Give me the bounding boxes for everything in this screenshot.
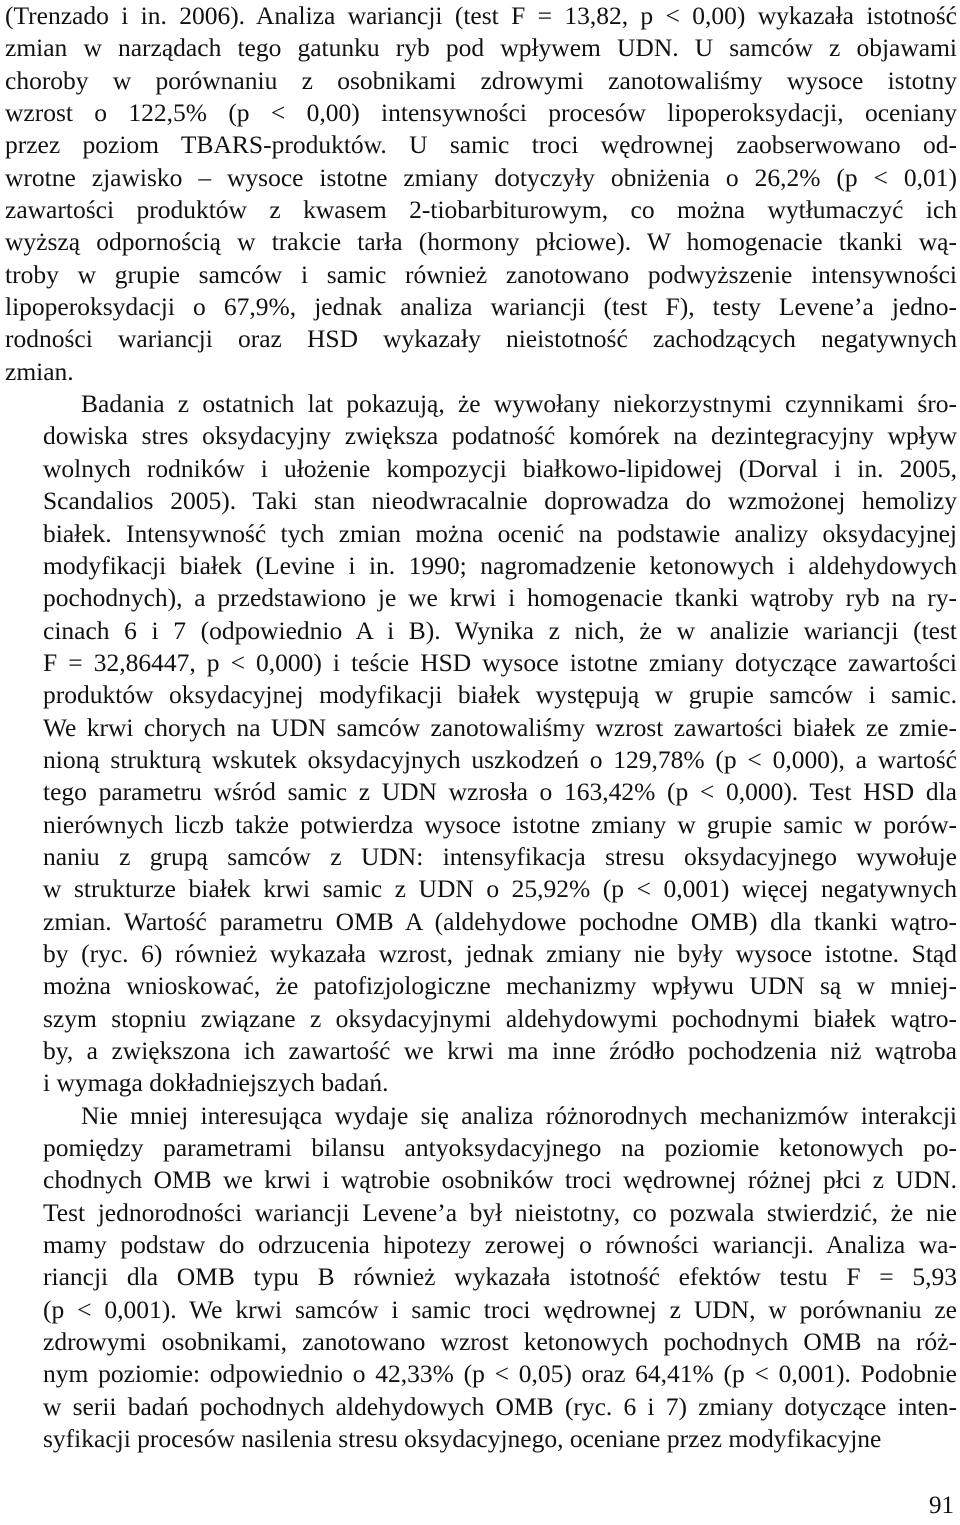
text-line: troby w grupie samców i samic również zanotowano podwyższenie intensywności <box>5 259 957 289</box>
text-line: zdrowymi osobnikami, zanotowano wzrost ketonowych pochodnych OMB na róż- <box>43 1327 957 1357</box>
text-line: zmian. <box>5 356 74 386</box>
text-line: F = 32,86447, p < 0,000) i teście HSD wysoce istotne zmiany dotyczące zawartości <box>43 647 957 677</box>
text-line: zmian. Wartość parametru OMB A (aldehydowe pochodne OMB) dla tkanki wątro- <box>43 906 957 936</box>
text-line: (Trenzado i in. 2006). Analiza wariancji (test F = 13,82, p < 0,00) wykazała istotność <box>5 1 957 30</box>
text-line: w strukturze białek krwi samic z UDN o 25,92% (p < 0,001) więcej negatywnych <box>43 874 957 904</box>
text-line: szym stopniu związane z oksydacyjnymi aldehydowymi pochodnymi białek wątro- <box>43 1003 957 1033</box>
text-line: przez poziom TBARS-produktów. U samic troci wędrownej zaobserwowano od- <box>5 130 957 160</box>
text-line: wyższą odpornością w trakcie tarła (hormony płciowe). W homogenacie tkanki wą- <box>5 227 957 257</box>
page-number: 91 <box>929 1492 954 1519</box>
text-line: riancji dla OMB typu B również wykazała istotność efektów testu F = 5,93 <box>43 1262 957 1292</box>
text-line: Test jednorodności wariancji Levene’a był nieistotny, co pozwala stwierdzić, że nie <box>43 1197 957 1227</box>
text-line: rodności wariancji oraz HSD wykazały nieistotność zachodzących negatywnych <box>5 324 957 354</box>
text-line: i wymaga dokładniejszych badań. <box>43 1068 389 1098</box>
text-line: by (ryc. 6) również wykazała wzrost, jednak zmiany nie były wysoce istotne. Stąd <box>43 938 957 968</box>
text-line: modyfikacji białek (Levine i in. 1990; nagromadzenie ketonowych i aldehydowych <box>43 550 957 580</box>
paragraph-antioxidant-balance <box>5 1100 957 1456</box>
text-line: cinach 6 i 7 (odpowiednio A i B). Wynika z nich, że w analizie wariancji (test <box>43 615 957 645</box>
text-line: We krwi chorych na UDN samców zanotowaliśmy wzrost zawartości białek ze zmie- <box>43 712 957 742</box>
text-line: naniu z grupą samców z UDN: intensyfikacja stresu oksydacyjnego wywołuje <box>43 841 957 871</box>
text-line: można wnioskować, że patofizjologiczne mechanizmy wpływu UDN są w mniej- <box>43 971 957 1001</box>
text-line: Badania z ostatnich lat pokazują, że wywołany niekorzystnymi czynnikami śro- <box>81 389 957 419</box>
text-line: lipoperoksydacji o 67,9%, jednak analiza wariancji (test F), testy Levene’a jedno- <box>5 292 957 322</box>
text-line: Scandalios 2005). Taki stan nieodwracalnie doprowadza do wzmożonej hemolizy <box>43 486 957 516</box>
text-line: zmian w narządach tego gatunku ryb pod wpływem UDN. U samców z objawami <box>5 33 957 63</box>
text-line: produktów oksydacyjnej modyfikacji białek występują w grupie samców i samic. <box>43 680 957 710</box>
text-line: wolnych rodników i ułożenie kompozycji białkowo-lipidowej (Dorval i in. 2005, <box>43 453 957 483</box>
text-line: wrotne zjawisko – wysoce istotne zmiany dotyczyły obniżenia o 26,2% (p < 0,01) <box>5 162 957 192</box>
text-line: w serii badań pochodnych aldehydowych OMB (ryc. 6 i 7) zmiany dotyczące inten- <box>43 1391 957 1421</box>
text-line: dowiska stres oksydacyjny zwiększa podatność komórek na dezintegracyjny wpływ <box>43 421 957 451</box>
text-line: chodnych OMB we krwi i wątrobie osobników troci wędrownej różnej płci z UDN. <box>43 1165 957 1195</box>
text-line: choroby w porównaniu z osobnikami zdrowymi zanotowaliśmy wysoce istotny <box>5 65 957 95</box>
text-line: pochodnych), a przedstawiono je we krwi i homogenacie tkanki wątroby ryb na ry- <box>43 583 957 613</box>
text-line: pomiędzy parametrami bilansu antyoksydacyjnego na poziomie ketonowych po- <box>43 1133 957 1163</box>
text-line: syfikacji procesów nasilenia stresu oksydacyjnego, oceniane przez modyfikacyjne <box>43 1424 882 1454</box>
text-line: nierównych liczb także potwierdza wysoce istotne zmiany w grupie samic w porów- <box>43 809 957 839</box>
text-line: (p < 0,001). We krwi samców i samic troci wędrownej z UDN, w porównaniu ze <box>43 1294 957 1324</box>
text-line: nioną strukturą wskutek oksydacyjnych uszkodzeń o 129,78% (p < 0,000), a wartość <box>43 744 957 774</box>
text-line: mamy podstaw do odrzucenia hipotezy zerowej o równości wariancji. Analiza wa- <box>43 1230 957 1260</box>
text-line: wzrost o 122,5% (p < 0,00) intensywności procesów lipoperoksydacji, oceniany <box>5 98 957 128</box>
page-body <box>5 0 957 1455</box>
text-line: by, a zwiększona ich zawartość we krwi ma inne źródło pochodzenia niż wątroba <box>43 1036 957 1065</box>
text-line: białek. Intensywność tych zmian można ocenić na podstawie analizy oksydacyjnej <box>43 518 957 548</box>
paragraph-lipid-peroxidation <box>5 0 957 388</box>
paragraph-protein-oxidation <box>5 388 957 1100</box>
text-line: tego parametru wśród samic z UDN wzrosła o 163,42% (p < 0,000). Test HSD dla <box>43 777 957 807</box>
text-line: nym poziomie: odpowiednio o 42,33% (p < 0,05) oraz 64,41% (p < 0,001). Podobnie <box>43 1359 957 1389</box>
text-line: zawartości produktów z kwasem 2-tiobarbiturowym, co można wytłumaczyć ich <box>5 195 957 225</box>
text-line: Nie mniej interesująca wydaje się analiza różnorodnych mechanizmów interakcji <box>81 1100 957 1130</box>
